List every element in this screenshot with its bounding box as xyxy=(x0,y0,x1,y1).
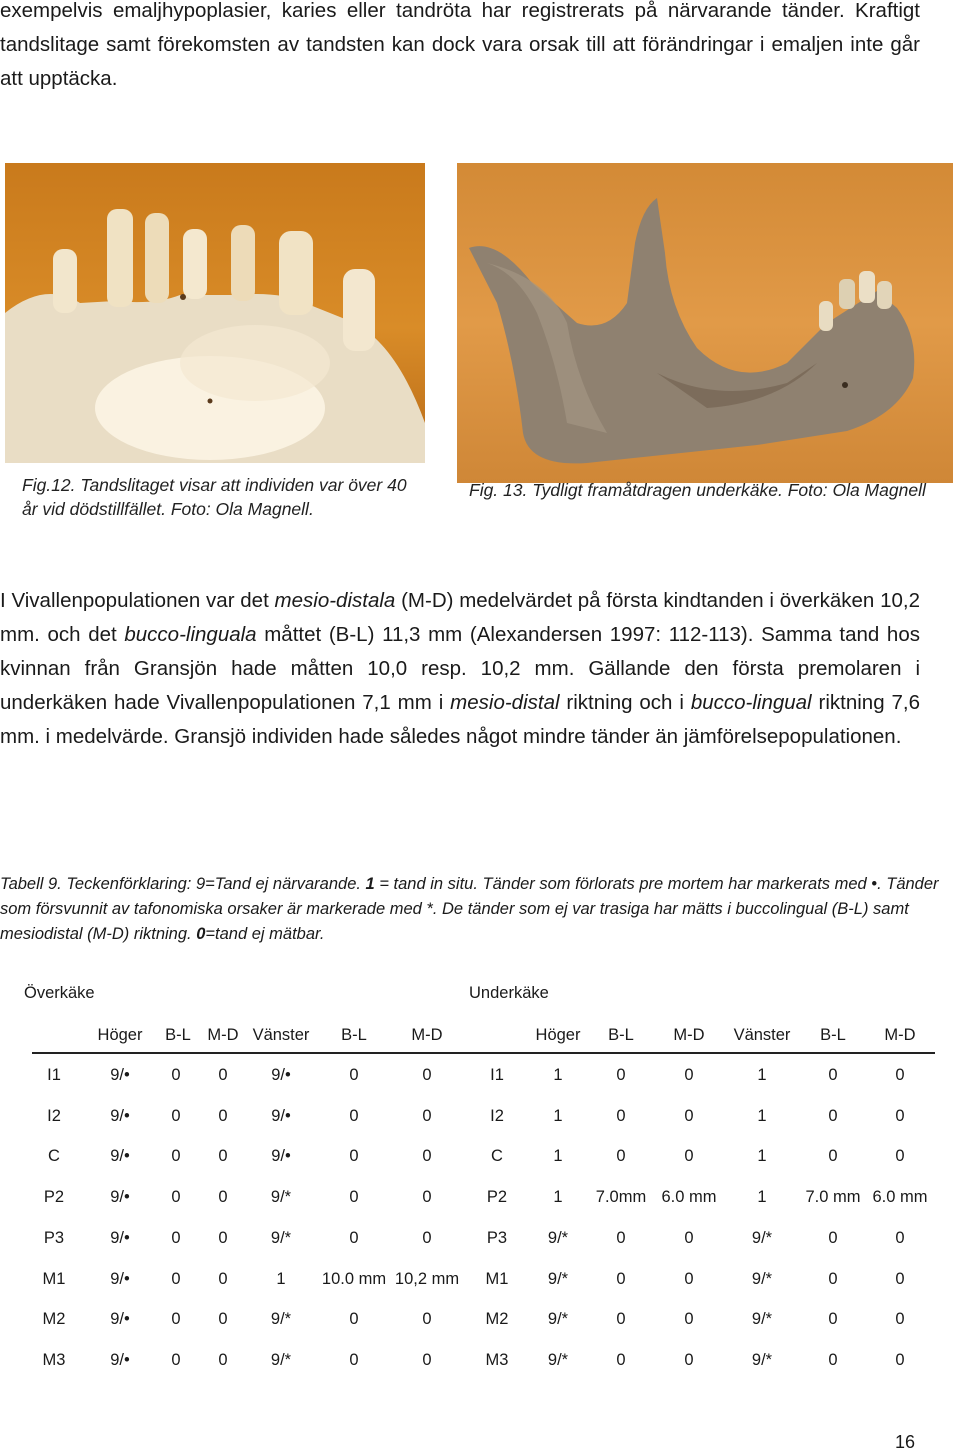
cell-tooth-lower: M3 xyxy=(485,1350,509,1369)
cell-upper-left: 9/* xyxy=(270,1310,292,1329)
cell-upper-left-bl: 0 xyxy=(349,1228,359,1247)
cell-upper-left-md: 0 xyxy=(422,1228,432,1247)
cell-lower-left-md: 0 xyxy=(895,1269,905,1288)
cell-lower-right-bl: 0 xyxy=(616,1310,626,1329)
cell-upper-right-md: 0 xyxy=(218,1350,228,1369)
table-caption xyxy=(0,872,958,947)
cell-upper-right-md: 0 xyxy=(218,1066,228,1084)
header-lower-left-bl: B-L xyxy=(820,1026,846,1044)
cell-upper-right-bl: 0 xyxy=(171,1269,181,1288)
header-lower-left: Vänster xyxy=(733,1026,791,1044)
cell-lower-left-bl: 0 xyxy=(828,1350,838,1369)
cell-upper-left-bl: 0 xyxy=(349,1310,359,1329)
cell-upper-left-md: 10,2 mm xyxy=(394,1269,460,1288)
cell-lower-left-bl: 0 xyxy=(828,1310,838,1329)
header-upper-left: Vänster xyxy=(252,1026,310,1044)
main-paragraph xyxy=(0,584,920,754)
cell-upper-left-md: 0 xyxy=(422,1147,432,1166)
cell-upper-left-bl: 0 xyxy=(349,1350,359,1369)
cell-upper-left: 9/• xyxy=(271,1106,291,1125)
header-upper-right-bl: B-L xyxy=(165,1026,191,1044)
cell-tooth-lower: C xyxy=(491,1147,503,1166)
cell-lower-left-bl: 7.0 mm xyxy=(805,1188,861,1207)
cell-upper-right-bl: 0 xyxy=(171,1310,181,1329)
cell-lower-left: 9/* xyxy=(751,1228,773,1247)
cell-lower-right-bl: 0 xyxy=(616,1106,626,1125)
cell-lower-left-md: 6.0 mm xyxy=(872,1188,928,1207)
cell-lower-left: 1 xyxy=(757,1066,767,1084)
cell-upper-left: 9/• xyxy=(271,1147,291,1166)
cell-tooth-lower: I1 xyxy=(490,1066,504,1084)
cell-upper-right: 9/• xyxy=(110,1228,130,1247)
cell-upper-left-bl: 0 xyxy=(349,1106,359,1125)
term-bucco-lingual: bucco-lingual xyxy=(690,691,812,714)
cell-upper-left: 9/* xyxy=(270,1228,292,1247)
cell-lower-left: 9/* xyxy=(751,1310,773,1329)
upper-jaw-label: Överkäke xyxy=(24,984,95,1002)
cell-upper-right-md: 0 xyxy=(218,1269,228,1288)
cell-upper-left-bl: 10.0 mm xyxy=(321,1269,387,1288)
cell-lower-right-md: 0 xyxy=(684,1269,694,1288)
cell-upper-right: 9/• xyxy=(110,1310,130,1329)
header-lower-right-md: M-D xyxy=(673,1026,705,1044)
cell-lower-left-md: 0 xyxy=(895,1147,905,1166)
cell-lower-left: 1 xyxy=(757,1106,767,1125)
table-caption-text-2: = tand in situ. Tänder som förlorats pre mortem har markerats med •. Tänder som försvunnit av tafonomiska orsaker är markerade med *. De tänder som ej var trasiga har mätts i buccolingual (B-L) samt mesiodistal (M-D) riktning. xyxy=(0,875,939,943)
cell-lower-right: 1 xyxy=(553,1066,563,1084)
cell-lower-right: 9/* xyxy=(547,1310,569,1329)
cell-lower-left: 9/* xyxy=(751,1350,773,1369)
main-text-1: I Vivallenpopulationen var det xyxy=(0,589,275,612)
cell-tooth-lower: P3 xyxy=(486,1228,508,1247)
cell-upper-right-bl: 0 xyxy=(171,1147,181,1166)
cell-lower-left-bl: 0 xyxy=(828,1106,838,1125)
header-upper-left-bl: B-L xyxy=(341,1026,367,1044)
table-caption-text-1: Tabell 9. Teckenförklaring: 9=Tand ej närvarande. xyxy=(0,875,366,893)
cell-lower-left-md: 0 xyxy=(895,1350,905,1369)
cell-lower-right-bl: 0 xyxy=(616,1350,626,1369)
cell-upper-right: 9/• xyxy=(110,1066,130,1084)
cell-upper-right: 9/• xyxy=(110,1188,130,1207)
cell-tooth-lower: I2 xyxy=(490,1106,504,1125)
cell-lower-right-md: 0 xyxy=(684,1106,694,1125)
cell-tooth-upper: M2 xyxy=(42,1310,66,1329)
main-text-2: (M-D) medelvärdet på första kindtanden i överkäken 10,2 mm. och det xyxy=(0,589,920,646)
cell-lower-right: 9/* xyxy=(547,1228,569,1247)
cell-lower-right-md: 0 xyxy=(684,1310,694,1329)
cell-lower-right: 1 xyxy=(553,1147,563,1166)
cell-upper-right: 9/• xyxy=(110,1350,130,1369)
table-caption-bold-0: 0 xyxy=(196,925,206,943)
cell-upper-right-bl: 0 xyxy=(171,1066,181,1084)
cell-upper-left-md: 0 xyxy=(422,1310,432,1329)
cell-lower-left-bl: 0 xyxy=(828,1066,838,1084)
cell-lower-left-bl: 0 xyxy=(828,1228,838,1247)
cell-upper-right-md: 0 xyxy=(218,1310,228,1329)
cell-upper-right: 9/• xyxy=(110,1269,130,1288)
cell-lower-right-bl: 0 xyxy=(616,1269,626,1288)
cell-tooth-upper: P2 xyxy=(43,1188,65,1207)
cell-upper-right-md: 0 xyxy=(218,1228,228,1247)
cell-upper-right-bl: 0 xyxy=(171,1228,181,1247)
cell-lower-right-bl: 0 xyxy=(616,1066,626,1084)
figure-13-caption: Fig. 13. Tydligt framåtdragen underkäke. Foto: Ola Magnell xyxy=(469,480,926,500)
lower-jaw-label: Underkäke xyxy=(469,984,549,1002)
cell-lower-right-md: 0 xyxy=(684,1350,694,1369)
cell-lower-left: 1 xyxy=(757,1147,767,1166)
cell-tooth-lower: M2 xyxy=(485,1310,509,1329)
cell-upper-left-md: 0 xyxy=(422,1350,432,1369)
cell-tooth-upper: C xyxy=(48,1147,60,1166)
cell-upper-left: 9/• xyxy=(271,1066,291,1084)
cell-upper-left-md: 0 xyxy=(422,1188,432,1207)
cell-upper-right: 9/• xyxy=(110,1106,130,1125)
cell-upper-left-bl: 0 xyxy=(349,1188,359,1207)
cell-lower-right-md: 0 xyxy=(684,1066,694,1084)
cell-lower-left: 9/* xyxy=(751,1269,773,1288)
table-caption-bold-1: 1 xyxy=(365,875,375,893)
figure-12-caption: Fig.12. Tandslitaget visar att individen var över 40 år vid dödstillfället. Foto: Ola Magnell. xyxy=(22,475,407,519)
cell-lower-right-bl: 7.0mm xyxy=(595,1188,647,1207)
cell-upper-right-md: 0 xyxy=(218,1147,228,1166)
cell-upper-right: 9/• xyxy=(110,1147,130,1166)
main-text-5: riktning 7,6 mm. i medelvärde. Gransjö individen hade således något mindre tänder än jämförelsepopulationen. xyxy=(0,691,920,748)
cell-upper-left-bl: 0 xyxy=(349,1147,359,1166)
term-mesio-distala: mesio-distala xyxy=(274,589,396,612)
cell-lower-left-md: 0 xyxy=(895,1228,905,1247)
photo-worn-teeth xyxy=(5,163,425,463)
cell-lower-left-md: 0 xyxy=(895,1310,905,1329)
header-lower-right: Höger xyxy=(535,1026,581,1044)
cell-lower-right-md: 6.0 mm xyxy=(661,1188,717,1207)
header-lower-left-md: M-D xyxy=(884,1026,916,1044)
cell-upper-right-md: 0 xyxy=(218,1106,228,1125)
term-mesio-distal: mesio-distal xyxy=(450,691,560,714)
cell-tooth-upper: M1 xyxy=(42,1269,66,1288)
table-caption-text-3: =tand ej mätbar. xyxy=(205,925,325,943)
cell-lower-right: 9/* xyxy=(547,1269,569,1288)
cell-lower-left-bl: 0 xyxy=(828,1147,838,1166)
cell-upper-right-bl: 0 xyxy=(171,1350,181,1369)
cell-upper-left-md: 0 xyxy=(422,1106,432,1125)
cell-lower-right-md: 0 xyxy=(684,1147,694,1166)
cell-lower-right: 9/* xyxy=(547,1350,569,1369)
cell-lower-left-bl: 0 xyxy=(828,1269,838,1288)
cell-tooth-lower: M1 xyxy=(485,1269,509,1288)
main-text-4: riktning och i xyxy=(559,691,691,714)
cell-tooth-upper: I1 xyxy=(47,1066,61,1084)
page-number: 16 xyxy=(895,1432,916,1452)
cell-lower-right-bl: 0 xyxy=(616,1147,626,1166)
header-lower-right-bl: B-L xyxy=(608,1026,634,1044)
header-upper-left-md: M-D xyxy=(411,1026,443,1044)
cell-tooth-upper: M3 xyxy=(42,1350,66,1369)
cell-lower-left-md: 0 xyxy=(895,1066,905,1084)
main-text-3: måttet (B-L) 11,3 mm (Alexandersen 1997: 112-113). Samma tand hos kvinnan från Gransjön hade måtten 10,0 resp. 10,2 mm. Gällande den första premolaren i underkäken hade Vivallenpopulationen 7,1 mm i xyxy=(0,623,920,714)
cell-lower-left-md: 0 xyxy=(895,1106,905,1125)
cell-upper-left-md: 0 xyxy=(422,1066,432,1084)
intro-paragraph: exempelvis emaljhypoplasier, karies eller tandröta har registrerats på närvarande tänder. Kraftigt tandslitage samt förekomsten av tandsten kan dock vara orsak till att förändringar i emaljen inte går att upptäcka. xyxy=(0,0,920,90)
table-header-rule xyxy=(32,1052,935,1054)
cell-lower-right-bl: 0 xyxy=(616,1228,626,1247)
cell-lower-right-md: 0 xyxy=(684,1228,694,1247)
term-bucco-linguala: bucco-linguala xyxy=(124,623,257,646)
cell-upper-right-bl: 0 xyxy=(171,1188,181,1207)
cell-tooth-upper: P3 xyxy=(43,1228,65,1247)
cell-upper-left: 1 xyxy=(276,1269,286,1288)
cell-lower-right: 1 xyxy=(553,1188,563,1207)
cell-upper-left: 9/* xyxy=(270,1350,292,1369)
photo-mandible xyxy=(457,163,953,483)
cell-upper-right-bl: 0 xyxy=(171,1106,181,1125)
header-upper-right-md: M-D xyxy=(207,1026,239,1044)
cell-upper-left-bl: 0 xyxy=(349,1066,359,1084)
cell-lower-right: 1 xyxy=(553,1106,563,1125)
cell-lower-left: 1 xyxy=(757,1188,767,1207)
cell-upper-left: 9/* xyxy=(270,1188,292,1207)
header-upper-right: Höger xyxy=(97,1026,143,1044)
cell-tooth-lower: P2 xyxy=(486,1188,508,1207)
cell-tooth-upper: I2 xyxy=(47,1106,61,1125)
cell-upper-right-md: 0 xyxy=(218,1188,228,1207)
